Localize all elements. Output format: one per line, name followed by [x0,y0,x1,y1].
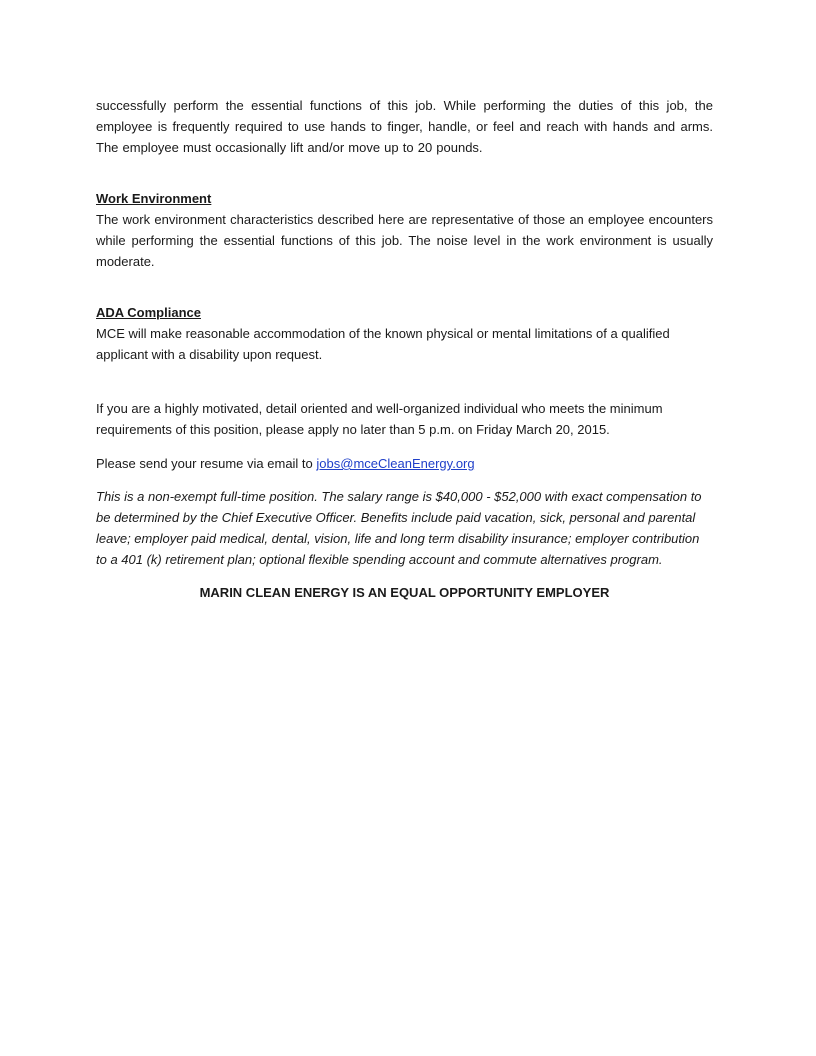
email-link[interactable]: jobs@mceCleanEnergy.org [316,456,475,471]
work-environment-heading: Work Environment [96,191,212,206]
apply-paragraph: If you are a highly motivated, detail oriented and well-organized individual who meets the minimum requirements of this position, please apply no later than 5 p.m. on Friday March 20, 2015. [96,401,663,437]
position-details-paragraph: This is a non-exempt full-time position. The salary range is $40,000 - $52,000 with exact compensation to be determined by the Chief Executive Officer. Benefits include paid vacation, sick, personal and parental leave; employer paid medical, dental, vision, life and long term disability insurance; employer contribution to a 401 (k) retirement plan; optional flexible spending account and commute alternatives program. [96,489,702,567]
ada-compliance-heading: ADA Compliance [96,305,201,320]
equal-opportunity-statement: MARIN CLEAN ENERGY IS AN EQUAL OPPORTUNITY EMPLOYER [199,585,610,600]
work-environment-paragraph: The work environment characteristics described here are representative of those an employee encounters while performing the essential functions of this job. The noise level in the work environment is usually moderate. [96,212,713,269]
resume-line [96,453,713,474]
resume-instruction: Please send your resume via email to [96,456,313,471]
ada-compliance-paragraph: MCE will make reasonable accommodation of the known physical or mental limitations of a qualified applicant with a disability upon request. [96,326,670,362]
document-page [96,95,713,603]
physical-demands-paragraph: successfully perform the essential functions of this job. While performing the duties of this job, the employee is frequently required to use hands to finger, handle, or feel and reach with hands and arms. The employee must occasionally lift and/or move up to 20 pounds. [96,98,713,155]
